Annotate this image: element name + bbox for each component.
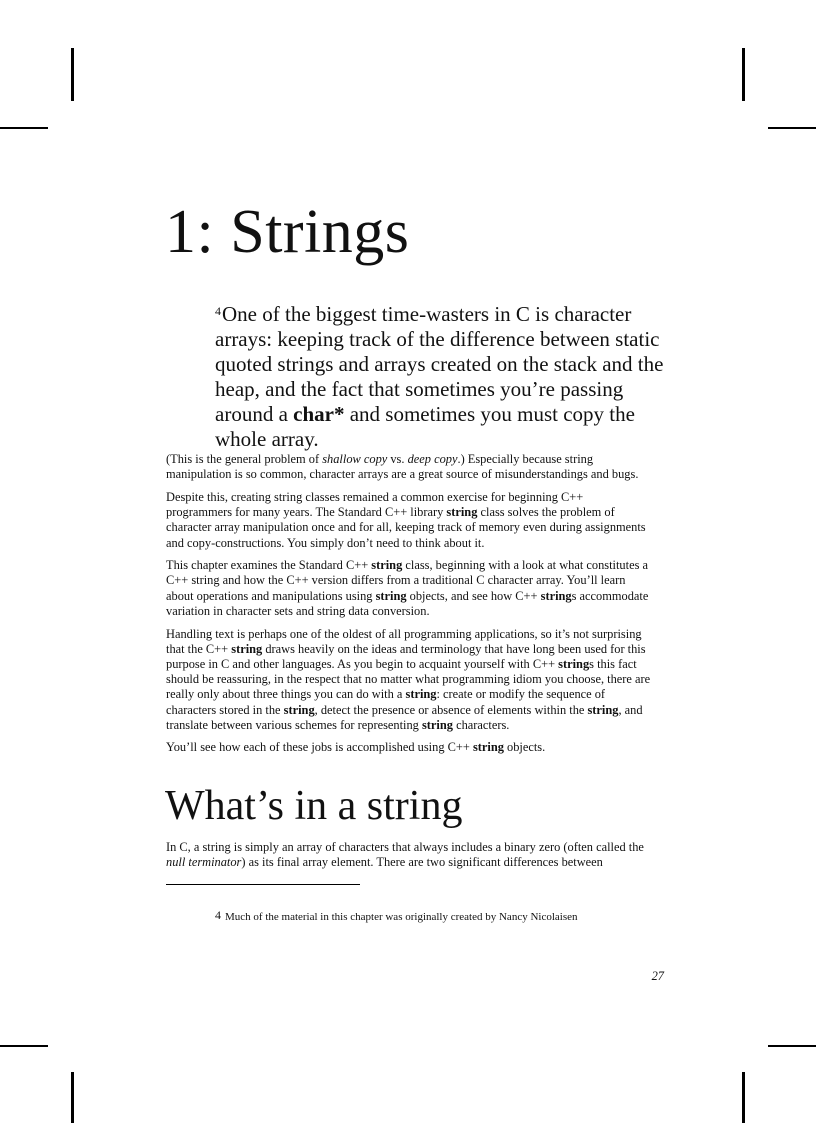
paragraph: Despite this, creating string classes remained a common exercise for beginning C++ programmers for many years. The Standard C++ library string class solves the problem of character array manipulation once and for all, keeping track of memory even during assignments and copy-constructions. You simply don’t need to think about it. [166,489,646,550]
footnote [215,908,635,924]
footnote-reference: 4 [215,304,221,318]
body-text [166,452,651,763]
crop-mark-top-right-vertical [742,48,745,101]
crop-mark-top-left-horizontal [0,127,48,129]
paragraph: (This is the general problem of shallow copy vs. deep copy.) Especially because string manipulation is so common, character arrays are a great source of misunderstandings and bugs. [166,452,639,482]
crop-mark-top-left-vertical [71,48,74,101]
crop-mark-top-right-horizontal [768,127,816,129]
footnote-separator [166,884,360,885]
chapter-epigraph: $^4$One of the biggest time-wasters in C is character arrays: keeping track of the difference between static quoted strings and arrays created on the stack and the heap, and the fact that sometimes you’re passing around a char* and sometimes you must copy the whole array. [215,302,664,451]
crop-mark-bottom-left-vertical [71,1072,74,1123]
crop-mark-bottom-left-horizontal [0,1045,48,1047]
crop-mark-bottom-right-horizontal [768,1045,816,1047]
footnote-text: Much of the material in this chapter was originally created by Nancy Nicolaisen [225,911,578,923]
footnote-marker: 4 [215,908,221,922]
paragraph: In C, a string is simply an array of characters that always includes a binary zero (often called the null terminator) as its final array element. There are two significant differences between [166,840,644,870]
paragraph: You’ll see how each of these jobs is accomplished using C++ string objects. [166,740,546,755]
chapter-title: 1: Strings [165,198,410,266]
section-heading: What’s in a string [165,783,463,829]
paragraph: This chapter examines the Standard C++ string class, beginning with a look at what constitutes a C++ string and how the C++ version differs from a traditional C character array. You’ll learn about operations and manipulations using string objects, and see how C++ strings accommodate variation in character sets and string data conversion. [166,558,649,618]
crop-mark-bottom-right-vertical [742,1072,745,1123]
paragraph: Handling text is perhaps one of the oldest of all programming applications, so it’s not surprising that the C++ string draws heavily on the ideas and terminology that have long been used for this purpose in C and other languages. As you begin to acquaint yourself with C++ strings this fact should be reassuring, in the respect that no matter what programming idiom you choose, there are really only about three things you can do with a string: create or modify the sequence of characters stored in the string, detect the presence or absence of elements within the string, and translate between various schemes for representing string characters. [166,626,651,732]
page-number: 27 [651,969,664,983]
inline-code: char* [293,402,345,426]
